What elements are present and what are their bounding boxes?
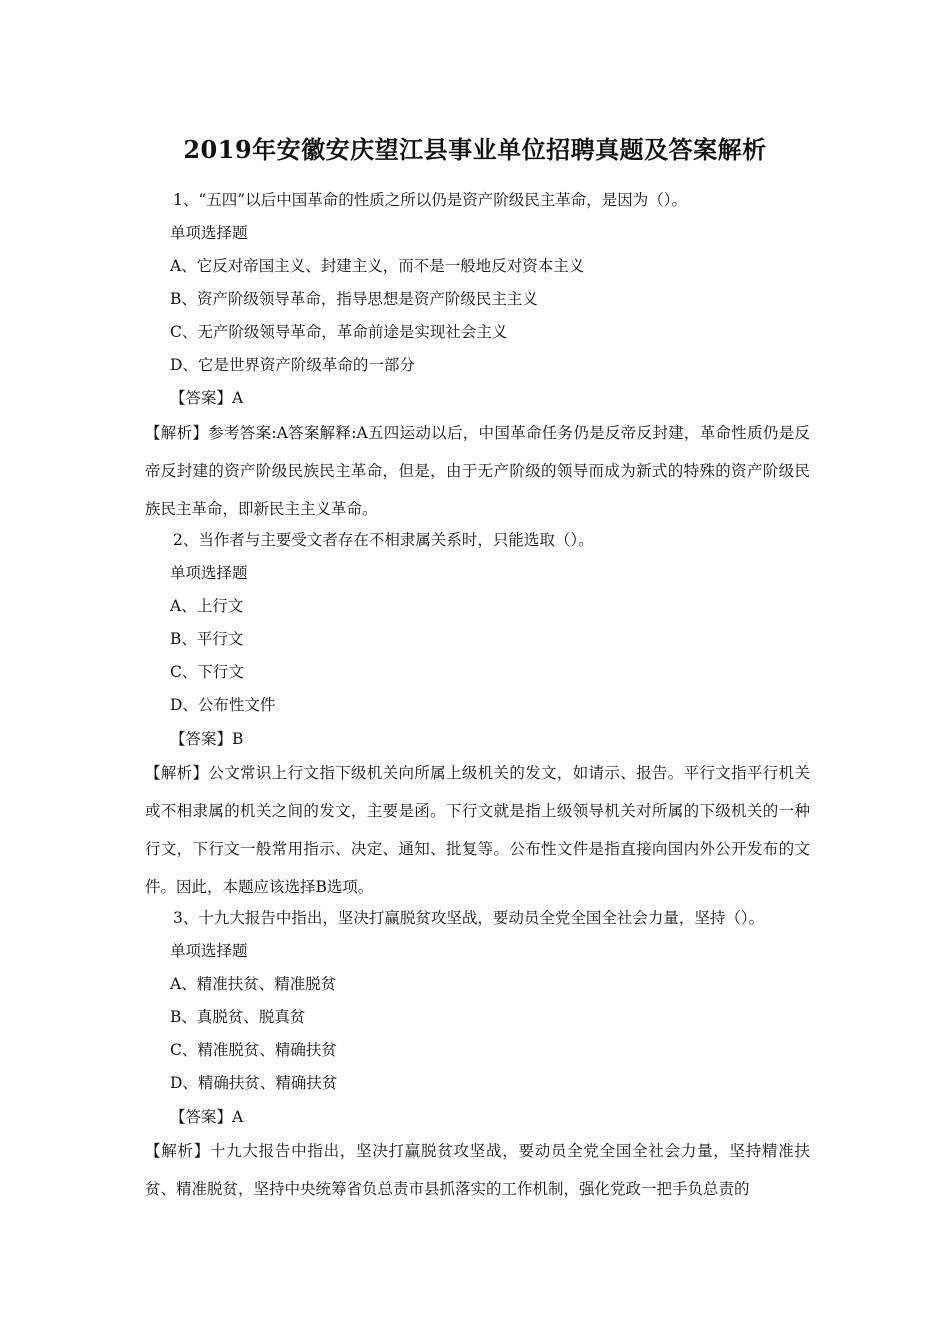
question-2-stem: 2、当作者与主要受文者存在不相隶属关系时，只能选取（）。 xyxy=(173,531,594,549)
question-2-option-a: A、上行文 xyxy=(170,597,244,615)
question-2-answer: 【答案】B xyxy=(170,730,244,748)
question-3-type: 单项选择题 xyxy=(170,942,248,960)
question-1-option-d: D、它是世界资产阶级革命的一部分 xyxy=(170,356,415,374)
question-1-option-c: C、无产阶级领导革命，革命前途是实现社会主义 xyxy=(170,323,508,341)
question-3-stem: 3、十九大报告中指出，坚决打赢脱贫攻坚战，要动员全党全国全社会力量，坚持（）。 xyxy=(173,909,765,927)
question-1-explanation: 【解析】参考答案:A答案解释:A五四运动以后，中国革命任务仍是反帝反封建，革命性质仍是反帝反封建的资产阶级民族民主革命，但是，由于无产阶级的领导而成为新式的特殊的资产阶级民族民主革命，即新民主主义革命。 xyxy=(145,424,810,518)
question-1-type: 单项选择题 xyxy=(170,224,248,242)
question-1-stem: 1、“五四”以后中国革命的性质之所以仍是资产阶级民主革命，是因为（）。 xyxy=(173,191,687,209)
question-3-explanation: 【解析】十九大报告中指出，坚决打赢脱贫攻坚战，要动员全党全国全社会力量，坚持精准扶贫、精准脱贫，坚持中央统筹省负总责市县抓落实的工作机制，强化党政一把手负总责的 xyxy=(145,1142,810,1198)
question-3-answer: 【答案】A xyxy=(170,1108,244,1126)
question-2-explanation: 【解析】公文常识上行文指下级机关向所属上级机关的发文，如请示、报告。平行文指平行机关或不相隶属的机关之间的发文，主要是函。下行文就是指上级领导机关对所属的下级机关的一种行文，下行文一般常用指示、决定、通知、批复等。公布性文件是指直接向国内外公开发布的文件。因此，本题应该选择B选项。 xyxy=(145,764,810,896)
question-3-option-b: B、真脱贫、脱真贫 xyxy=(170,1008,306,1026)
question-1-option-b: B、资产阶级领导革命，指导思想是资产阶级民主主义 xyxy=(170,290,538,308)
question-3-option-a: A、精准扶贫、精准脱贫 xyxy=(170,975,337,993)
question-2-type: 单项选择题 xyxy=(170,564,248,582)
question-3-option-d: D、精确扶贫、精确扶贫 xyxy=(170,1074,338,1092)
question-2-option-d: D、公布性文件 xyxy=(170,696,276,714)
question-1-option-a: A、它反对帝国主义、封建主义，而不是一般地反对资本主义 xyxy=(170,257,585,275)
question-2-option-b: B、平行文 xyxy=(170,630,244,648)
page-title: 2019年安徽安庆望江县事业单位招聘真题及答案解析 xyxy=(183,135,767,164)
question-2-option-c: C、下行文 xyxy=(170,663,244,681)
question-1-answer: 【答案】A xyxy=(170,389,244,407)
question-3-option-c: C、精准脱贫、精确扶贫 xyxy=(170,1041,337,1059)
